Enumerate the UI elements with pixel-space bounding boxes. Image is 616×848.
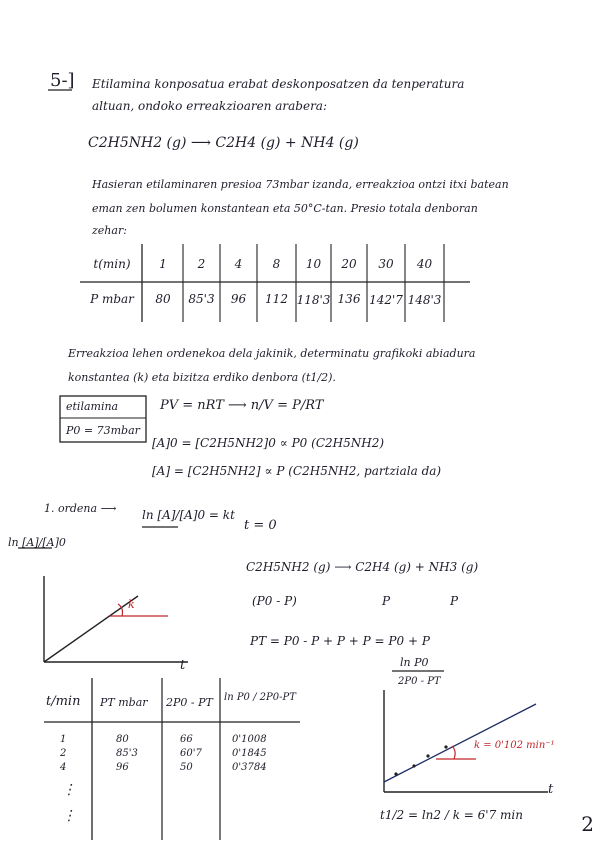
data-table-time: 20 [341,257,357,271]
graph2-point [412,764,415,767]
given-substance: etilamina [66,400,119,413]
calc-table-header: t/min [46,694,81,709]
data-table-time: 40 [416,257,433,271]
graph1-line [44,596,138,662]
data-line-3: zehar: [92,224,127,237]
data-table-pressure: 112 [265,292,288,306]
calc-table-cell: 60'7 [180,748,202,759]
question-line-2: konstantea (k) eta bizitza erdiko denbora (t1/2). [68,371,336,384]
calc-table-cell: 85'3 [116,748,138,759]
first-order-label: 1. ordena ⟶ [44,502,117,515]
data-table-time: 10 [305,257,322,271]
data-table-pressure: 136 [337,292,361,306]
graph2-x-label: t [548,782,554,797]
calc-table-cell: 66 [180,734,193,745]
calc-table-header: PT mbar [100,696,148,709]
calc-table-header: 2P0 - PT [166,696,213,709]
calc-table-cell: 1 [60,734,67,745]
partial-pressure-reactant: (P0 - P) [252,594,297,608]
data-table-time: 30 [378,257,394,271]
data-table-pressure: 142'7 [369,293,403,307]
graph1-slope-label: k [128,598,135,611]
problem-number: 5-] [50,70,75,91]
initial-concentration-equation: [A]0 = [C2H5NH2]0 ∝ P0 (C2H5NH2) [152,436,385,450]
data-line-1: Hasieran etilaminaren presioa 73mbar izanda, erreakzioa ontzi itxi batean [92,178,509,191]
data-table-pressure: 80 [155,292,171,306]
graph2-point [426,754,429,757]
data-table-time: 1 [159,257,167,271]
data-table-pressure: 96 [230,292,247,306]
calc-table-cell: 0'3784 [232,762,267,773]
data-table-pressure: 85'3 [188,292,215,306]
calc-table-ellipsis: ⋮ [62,808,76,824]
question-line-1: Erreakzioa lehen ordenekoa dela jakinik, determinatu grafikoki abiadura [68,347,476,360]
partial-pressure-product-1: P [382,594,391,608]
calc-table-cell: 0'1008 [232,734,267,745]
concentration-equation: [A] = [C2H5NH2] ∝ P (C2H5NH2, partziala da) [152,464,442,478]
intro-line-2: altuan, ondoko erreakzioaren arabera: [92,99,328,113]
data-line-2: eman zen bolumen konstantean eta 50°C-tan. Presio totala denboran [92,202,478,215]
reaction-2-equation: C2H5NH2 (g) ⟶ C2H4 (g) + NH3 (g) [246,560,479,574]
calc-table-cell: 96 [116,762,129,773]
graph2-point [394,772,397,775]
data-table-pressure: 148'3 [407,293,442,307]
graph2-y-label-denominator: 2P0 - PT [398,676,441,687]
data-table-pressure-header: P mbar [90,292,134,306]
calc-table-cell: 0'1845 [232,748,267,759]
calc-table-cell: 2 [60,748,67,759]
ideal-gas-equation: PV = nRT ⟶ n/V = P/RT [160,398,324,413]
calc-table-cell: 4 [60,762,67,773]
intro-line-1: Etilamina konposatua erabat deskonposatzen da tenperatura [92,77,465,91]
page-number: 2 [581,812,594,836]
data-table-time: 2 [197,257,206,271]
calc-table-ellipsis: ⋮ [62,782,76,798]
graph2-point [444,745,447,748]
data-table-pressure: 118'3 [296,293,331,307]
given-initial-pressure: P0 = 73mbar [66,424,140,437]
calc-table-cell: 80 [116,734,129,745]
t-zero-label: t = 0 [244,518,277,533]
graph2-slope-label: k = 0'102 min⁻¹ [474,740,555,751]
graph1-y-label: ln [A]/[A]0 [8,536,66,549]
half-life-equation: t1/2 = ln2 / k = 6'7 min [380,808,523,822]
graph2-y-label-numerator: ln P0 [400,656,429,669]
graph1-x-label: t [180,658,186,673]
reaction-equation: C2H5NH2 (g) ⟶ C2H4 (g) + NH4 (g) [88,135,359,151]
data-table-time: 8 [272,257,281,271]
partial-pressure-product-2: P [450,594,459,608]
data-table-time-header: t(min) [93,257,131,271]
first-order-equation: ln [A]/[A]0 = kt [142,508,235,522]
total-pressure-equation: PT = P0 - P + P + P = P0 + P [250,634,430,648]
calc-table-header: ln P0 / 2P0-PT [224,692,296,703]
data-table-time: 4 [234,257,243,271]
graph2-slope-arc [452,746,455,759]
calc-table-cell: 50 [180,762,193,773]
